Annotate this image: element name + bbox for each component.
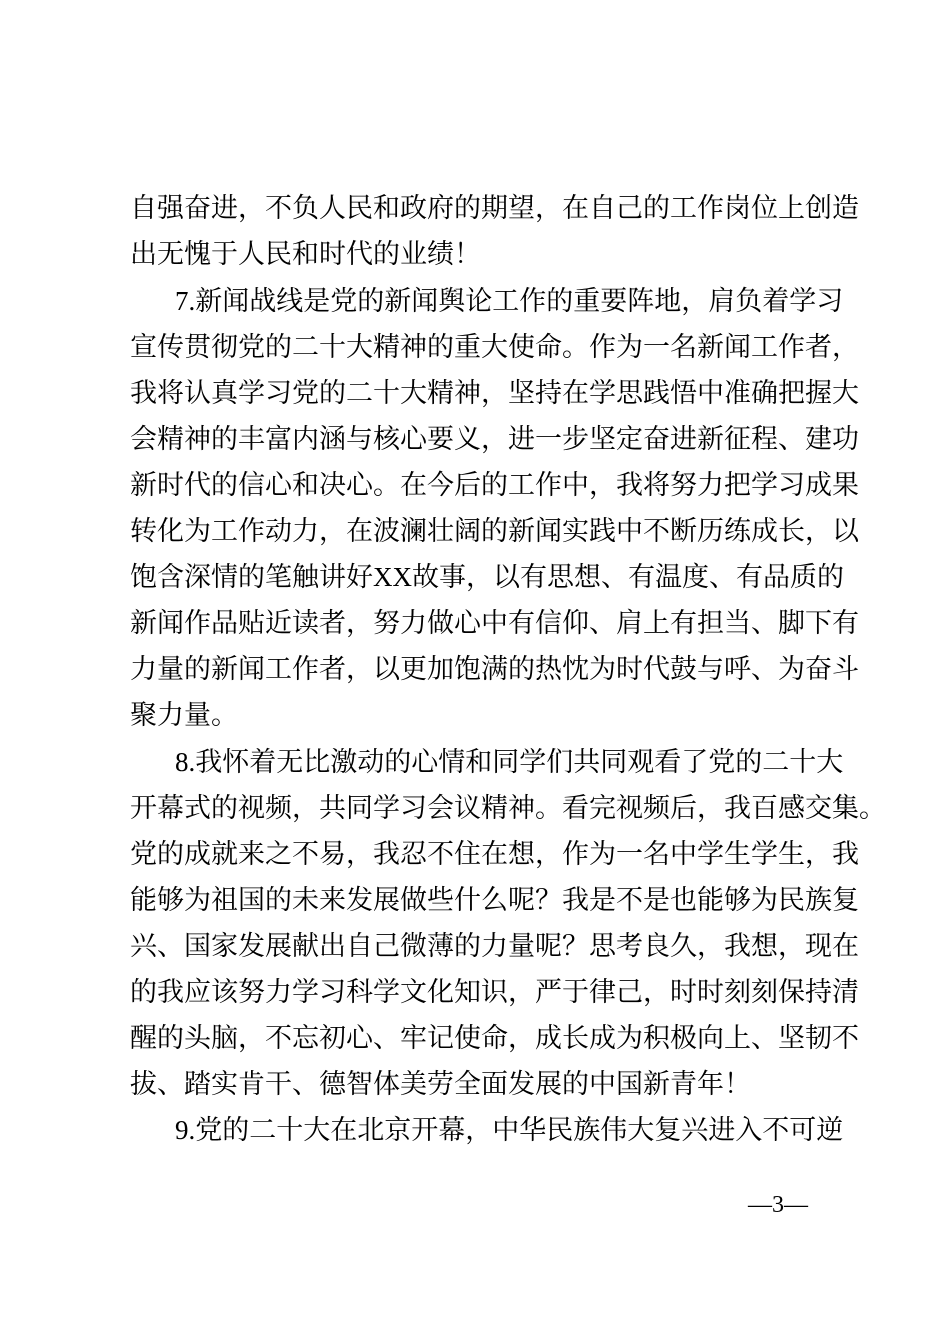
paragraph-3-line: 的我应该努力学习科学文化知识，严于律己，时时刻刻保持清	[130, 977, 859, 1007]
paragraph-1-line: 出无愧于人民和时代的业绩！	[130, 239, 481, 269]
paragraph-2-line: 7.新闻战线是党的新闻舆论工作的重要阵地，肩负着学习	[175, 286, 844, 316]
paragraph-2-line: 会精神的丰富内涵与核心要义，进一步坚定奋进新征程、建功	[130, 424, 859, 454]
paragraph-2-line: 聚力量。	[130, 700, 238, 730]
page-number: —3—	[748, 1192, 808, 1218]
paragraph-2-line: 新闻作品贴近读者，努力做心中有信仰、肩上有担当、脚下有	[130, 608, 859, 638]
paragraph-3-line: 能够为祖国的未来发展做些什么呢？我是不是也能够为民族复	[130, 885, 859, 915]
paragraph-2-line: 转化为工作动力，在波澜壮阔的新闻实践中不断历练成长，以	[130, 516, 859, 546]
paragraph-3-line: 党的成就来之不易，我忍不住在想，作为一名中学生学生，我	[130, 839, 859, 869]
paragraph-1-line: 自强奋进，不负人民和政府的期望，在自己的工作岗位上创造	[130, 193, 859, 223]
paragraph-3-line: 开幕式的视频，共同学习会议精神。看完视频后，我百感交集。	[130, 793, 886, 823]
paragraph-2-line: 宣传贯彻党的二十大精神的重大使命。作为一名新闻工作者，	[130, 332, 859, 362]
paragraph-2-line: 我将认真学习党的二十大精神，坚持在学思践悟中准确把握大	[130, 378, 859, 408]
paragraph-2-line: 饱含深情的笔触讲好XX故事，以有思想、有温度、有品质的	[130, 562, 844, 592]
paragraph-2-line: 力量的新闻工作者，以更加饱满的热忱为时代鼓与呼、为奋斗	[130, 654, 859, 684]
paragraph-4-line: 9.党的二十大在北京开幕，中华民族伟大复兴进入不可逆	[175, 1115, 844, 1145]
paragraph-3-line: 拔、踏实肯干、德智体美劳全面发展的中国新青年！	[130, 1069, 751, 1099]
paragraph-3-line: 8.我怀着无比激动的心情和同学们共同观看了党的二十大	[175, 747, 844, 777]
paragraph-3-line: 醒的头脑，不忘初心、牢记使命，成长成为积极向上、坚韧不	[130, 1023, 859, 1053]
paragraph-2-line: 新时代的信心和决心。在今后的工作中，我将努力把学习成果	[130, 470, 859, 500]
paragraph-3-line: 兴、国家发展献出自己微薄的力量呢？思考良久，我想，现在	[130, 931, 859, 961]
